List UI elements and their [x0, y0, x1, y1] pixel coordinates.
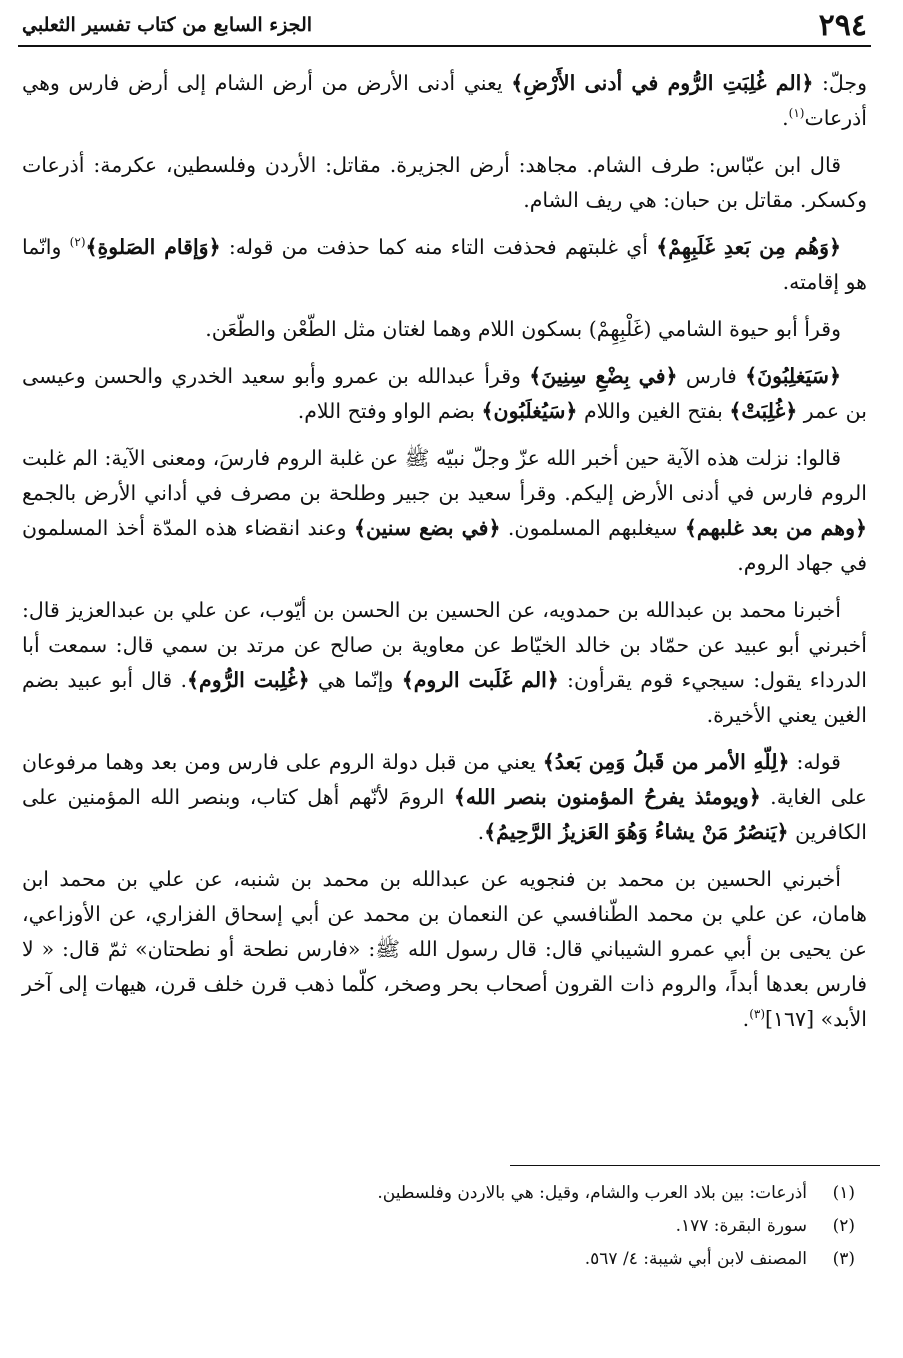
footnote-text: أذرعات: بين بلاد العرب والشام، وقيل: هي بالاردن وفلسطين. — [377, 1183, 807, 1203]
main-text — [22, 66, 867, 1049]
quran-quote: ﴿وَإقام الصَلوةِ﴾ — [85, 235, 221, 259]
quran-quote: ﴿الم غُلِبَتِ الرُّوم في أدنى الأَرْضِ﴾ — [511, 71, 814, 95]
footnote-item — [22, 1243, 855, 1276]
paragraph-7: أخبرنا محمد بن عبدالله بن حمدويه، عن الحسين بن الحسن بن أيّوب، عن علي بن عبدالعزيز قال: أخبرني أبو عبيد عن حمّاد بن خالد الخيّاط عن معاوية بن صالح عن مرتد بن سمي قال: سمعت أبا الدرداء يقول: سيجيء قوم يقرأون: ﴿الم غَلَبت الروم﴾ وإنّما هي ﴿غُلِبت الرُّوم﴾. قال أبو عبيد بضم الغين يعني الأخيرة. — [22, 598, 867, 727]
running-title: الجزء السابع من كتاب تفسير الثعلبي — [22, 14, 313, 36]
quran-quote: ﴿في بِضْعِ سِنِينَ﴾ — [529, 364, 678, 388]
quran-quote: ﴿غُلِبت الرُّوم﴾ — [187, 668, 310, 692]
paragraph-6: قالوا: نزلت هذه الآية حين أخبر الله عزّ وجلّ نبيّه ﷺ عن غلبة الروم فارسَ، ومعنى الآية: الم غلبت الروم فارس في أدنى الأرض إليكم. وقرأ سعيد بن جبير وطلحة بن مصرف في أداني الأرض بالجمع ﴿وهم من بعد غلبهم﴾ سيغلبهم المسلمون. ﴿في بضع سنين﴾ وعند انقضاء هذه المدّة أخذ المسلمون في جهاد الروم. — [22, 446, 868, 575]
quran-quote: ﴿غُلِبَتْ﴾ — [729, 399, 798, 423]
paragraph-4: وقرأ أبو حيوة الشامي (غَلْبِهِمْ) بسكون اللام وهما لغتان مثل الطّعْن والطّعَن. — [205, 317, 841, 341]
quran-quote: ﴿ويومئذ يفرحُ المؤمنون بنصر الله﴾ — [453, 785, 761, 809]
quran-quote: ﴿يَنصُرُ مَنْ يشاءُ وَهُوَ العَزيزُ الرَّحِيمُ﴾ — [484, 820, 789, 844]
footnote-ref: (١) — [788, 106, 805, 121]
footnote-number: (٣) — [832, 1249, 855, 1269]
page-number: ٢٩٤ — [818, 7, 867, 43]
footnote-text: سورة البقرة: ١٧٧. — [675, 1216, 807, 1236]
paragraph-1: وجلّ: ﴿الم غُلِبَتِ الرُّوم في أدنى الأَرْضِ﴾ يعني أدنى الأرض من أرض الشام إلى أرض فارس وهي أذرعات$^{(١)}$. — [22, 71, 867, 130]
paragraph-2: قال ابن عبّاس: طرف الشام. مجاهد: أرض الجزيرة. مقاتل: الأردن وفلسطين، عكرمة: أذرعات وكسكر. مقاتل بن حبان: هي ريف الشام. — [22, 153, 867, 212]
paragraph-3: ﴿وَهُم مِن بَعدِ غَلَبِهِمْ﴾ أي غلبتهم فحذفت التاء منه كما حذفت من قوله: ﴿وَإقام الصَلوةِ﴾$^{(٢)}$ وانّما هو إقامته. — [22, 235, 867, 294]
footnote-text: المصنف لابن أبي شيبة: ٤/ ٥٦٧. — [584, 1249, 807, 1269]
page-header — [22, 8, 867, 42]
footnote-ref: (٢) — [69, 235, 86, 250]
paragraph-8: قوله: ﴿لِلّهِ الأمر من قَبلُ وَمِن بَعدُ﴾ يعني من قبل دولة الروم على فارس ومن بعد وهما مرفوعان على الغاية. ﴿ويومئذ يفرحُ المؤمنون بنصر الله﴾ الرومَ لأنّهم أهل كتاب، وبنصر الله المؤمنين على الكافرين ﴿يَنصُرُ مَنْ يشاءُ وَهُوَ العَزيزُ الرَّحِيمُ﴾. — [22, 750, 867, 844]
header-rule — [18, 45, 871, 47]
quran-quote: ﴿في بضع سنين﴾ — [353, 516, 501, 540]
quran-quote: ﴿سَيَغلِبُونَ﴾ — [745, 364, 841, 388]
footnotes — [22, 1177, 855, 1276]
footnote-ref: (٣) — [749, 1007, 766, 1022]
paragraph-5: ﴿سَيَغلِبُونَ﴾ فارس ﴿في بِضْعِ سِنِينَ﴾ وقرأ عبدالله بن عمرو وأبو سعيد الخدري والحسن وعيسى بن عمر ﴿غُلِبَتْ﴾ بفتح الغين واللام ﴿سَيُغلَبُون﴾ بضم الواو وفتح اللام. — [22, 364, 867, 423]
quran-quote: ﴿لِلّهِ الأمر من قَبلُ وَمِن بَعدُ﴾ — [542, 750, 790, 774]
footnote-number: (٢) — [832, 1216, 855, 1236]
paragraph-9: أخبرني الحسين بن محمد بن فنجويه عن عبدالله بن محمد بن شنبه، عن علي بن محمد ابن هامان، عن علي بن محمد الطّنافسي عن النعمان بن محمد عن أبي إسحاق الفزاري، عن الأوزاعي، عن يحيى بن أبي عمرو الشيباني قال: قال رسول الله ﷺ: «فارس نطحة أو نطحتان» ثمّ قال: « لا فارس بعدها أبداً، والروم ذات القرون أصحاب بحر وصخر، كلّما ذهب قرن خلف قرن، هيهات إلى آخر الأبد» [١٦٧]$^{(٣)}$. — [22, 867, 867, 1031]
quran-quote: ﴿سَيُغلَبُون﴾ — [481, 399, 578, 423]
footnote-item — [22, 1210, 855, 1243]
quran-quote: ﴿وهم من بعد غلبهم﴾ — [684, 516, 868, 540]
quran-quote: ﴿الم غَلَبت الروم﴾ — [401, 668, 559, 692]
footnote-item — [22, 1177, 855, 1210]
quran-quote: ﴿وَهُم مِن بَعدِ غَلَبِهِمْ﴾ — [656, 235, 842, 259]
footnote-rule — [510, 1165, 880, 1166]
footnote-number: (١) — [832, 1183, 855, 1203]
